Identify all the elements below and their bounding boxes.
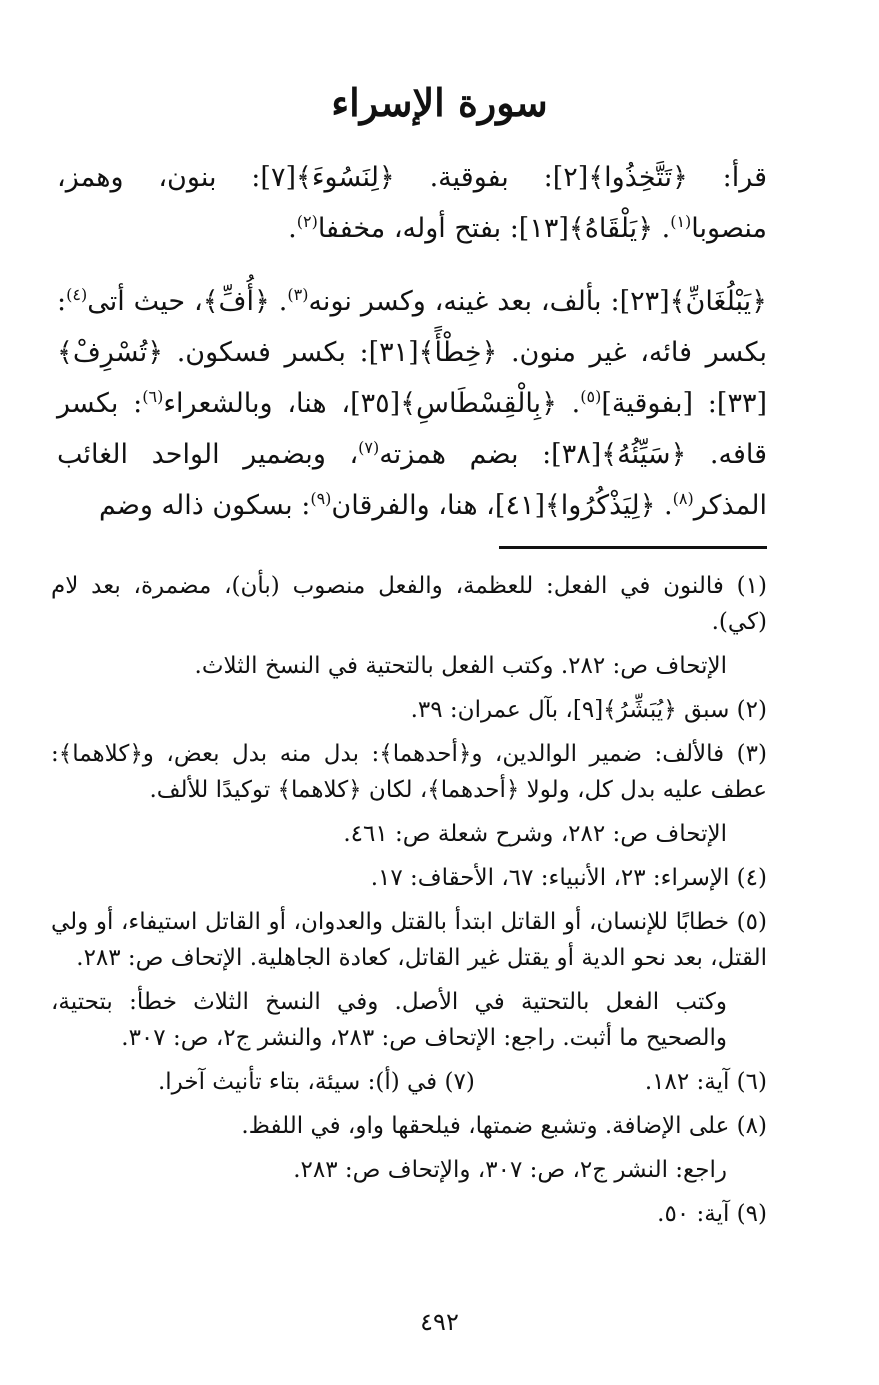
footnote-5-continuation: وكتب الفعل بالتحتية في الأصل. وفي النسخ الثلاث خطأ: بتحتية، والصحيح ما أثبت. راجع: الإتحاف ص: ٢٨٣، والنشر ج٢، ص: ٣٠٧.: [51, 989, 727, 1051]
footnote-4: (٤) الإسراء: ٢٣، الأنبياء: ٦٧، الأحقاف: ١٧.: [370, 865, 767, 891]
footnote-row-6-7: [51, 1064, 767, 1100]
footnote-ref[interactable]: (٦): [142, 387, 164, 406]
footnotes: [51, 568, 767, 1240]
footnote-5: (٥) خطابًا للإنسان، أو القاتل ابتدأ بالقتل والعدوان، أو القاتل استيفاء، أو ولي القتل، بعد نحو الدية أو يقتل غير القاتل، كعادة الجاهلية. الإتحاف ص: ٢٨٣.: [51, 909, 767, 971]
body-text: : بسكون ذاله وضم: [99, 490, 311, 521]
footnote-ref[interactable]: (٣): [287, 285, 309, 304]
body-text: ، وبضمير الواحد الغائب المذكر: [57, 439, 767, 521]
body-text: : بكسر قافه. ﴿سَيِّئُهُ﴾[٣٨]: بضم همزته: [57, 388, 767, 470]
body-text: منصوبا: [691, 213, 767, 244]
footnote-8-continuation: راجع: النشر ج٢، ص: ٣٠٧، والإتحاف ص: ٢٨٣.: [293, 1157, 727, 1183]
footnote-9: (٩) آية: ٥٠.: [657, 1201, 767, 1227]
body-text: . ﴿يَلْقَاهُ﴾[١٣]: بفتح أوله، مخففا: [317, 213, 671, 244]
body-text: . ﴿لِيَذْكُرُوا﴾[٤١]، هنا، والفرقان: [331, 490, 673, 521]
footnote-ref[interactable]: (٩): [310, 489, 332, 508]
footnote-ref[interactable]: (٢): [296, 212, 318, 231]
body-text: . ﴿أُفِّ﴾، حيث أتى: [87, 286, 288, 317]
footnote-1: (١) فالنون في الفعل: للعظمة، والفعل منصوب (بأن)، مضمرة، بعد لام (كي).: [51, 573, 767, 635]
body-text: ﴿يَبْلُغَانِّ﴾[٢٣]: بألف، بعد غينه، وكسر نونه: [308, 286, 767, 317]
footnote-ref[interactable]: (١): [670, 212, 692, 231]
body-text: .: [288, 213, 297, 244]
footnote-ref[interactable]: (٧): [358, 438, 380, 457]
footnote-6: (٦) آية: ١٨٢.: [644, 1069, 767, 1095]
body-text: قرأ: ﴿تَتَّخِذُوا﴾[٢]: بفوقية. ﴿لِنَسُوءَ﴾[٧]: بنون، وهمز،: [57, 162, 768, 193]
body-paragraph-2: [57, 276, 767, 531]
body-text: : بكسر فائه، غير منون. ﴿خِطْأً﴾[٣١]: بكسر فسكون. ﴿تُسْرِفْ﴾[٣٣]: [بفوقية]: [57, 286, 768, 419]
footnote-1-continuation: الإتحاف ص: ٢٨٢. وكتب الفعل بالتحتية في النسخ الثلاث.: [194, 653, 727, 679]
footnote-8: (٨) على الإضافة. وتشبع ضمتها، فيلحقها واو، في اللفظ.: [241, 1113, 767, 1139]
surah-title: سورة الإسراء: [331, 80, 548, 125]
body-paragraph-1: [57, 152, 767, 254]
footnote-ref[interactable]: (٤): [66, 285, 88, 304]
footnote-ref[interactable]: (٨): [672, 489, 694, 508]
footnote-ref[interactable]: (٥): [580, 387, 602, 406]
page-number: ٤٩٢: [420, 1308, 459, 1336]
footnote-7: (٧) في (أ): سيئة، بتاء تأنيث آخرا.: [157, 1069, 475, 1095]
footnote-3-continuation: الإتحاف ص: ٢٨٢، وشرح شعلة ص: ٤٦١.: [343, 821, 727, 847]
body-text: . ﴿بِالْقِسْطَاسِ﴾[٣٥]، هنا، وبالشعراء: [163, 388, 581, 419]
footnote-2: (٢) سبق ﴿يُبَشِّرُ﴾[٩]، بآل عمران: ٣٩.: [410, 697, 767, 723]
footnote-separator: [499, 546, 767, 549]
footnote-3: (٣) فالألف: ضمير الوالدين، و﴿أحدهما﴾: بدل منه بدل بعض، و﴿كلاهما﴾: عطف عليه بدل كل، ولولا ﴿أحدهما﴾، لكان ﴿كلاهما﴾ توكيدًا للألف.: [51, 741, 767, 803]
